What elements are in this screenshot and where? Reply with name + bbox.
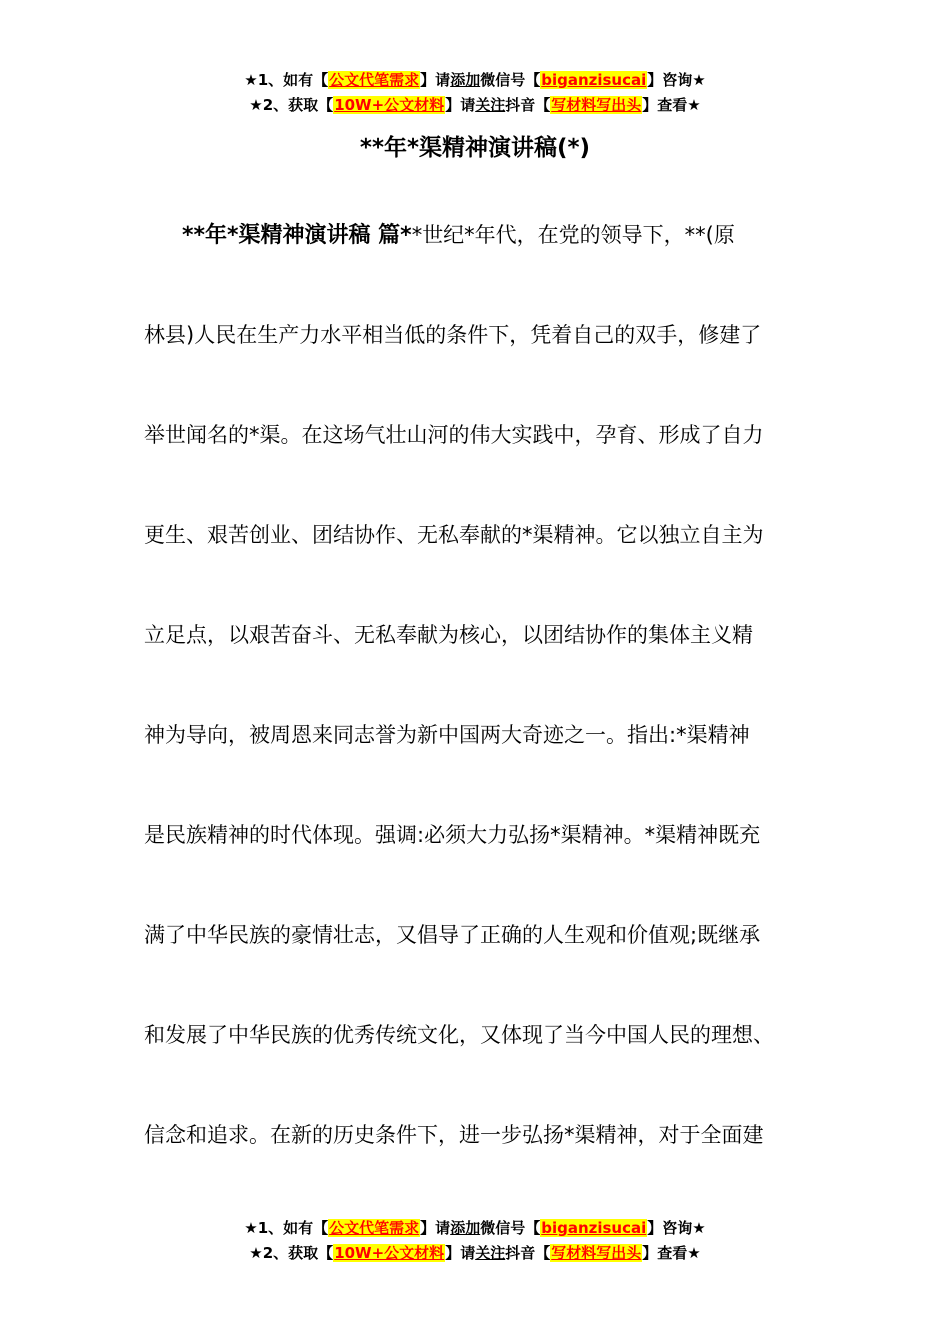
banner-highlight: biganzisucai (541, 1219, 647, 1237)
paragraph-line: **年*渠精神演讲稿 篇**世纪*年代，在党的领导下，**(原 (182, 223, 735, 248)
banner-highlight: 10W+公文材料 (334, 96, 445, 114)
paragraph-line: 神为导向，被周恩来同志誉为新中国两大奇迹之一。指出:*渠精神 (144, 723, 750, 747)
paragraph-line: 林县)人民在生产力水平相当低的条件下，凭着自己的双手，修建了 (144, 323, 762, 347)
banner-highlight: biganzisucai (541, 71, 647, 89)
banner-highlight: 公文代笔需求 (329, 1219, 420, 1237)
section-heading: **年*渠精神演讲稿 篇* (182, 223, 412, 248)
paragraph-line: 立足点，以艰苦奋斗、无私奉献为核心，以团结协作的集体主义精 (144, 623, 753, 647)
paragraph-line: 满了中华民族的豪情壮志，又倡导了正确的人生观和价值观;既继承 (144, 923, 761, 947)
document-title: **年*渠精神演讲稿(*) (359, 135, 591, 161)
paragraph-line: 和发展了中华民族的优秀传统文化，又体现了当今中国人民的理想、 (144, 1023, 774, 1047)
header-banner (0, 68, 950, 118)
banner-line-1: ★1、如有【公文代笔需求】请添加微信号【biganzisucai】咨询★ (244, 71, 706, 89)
footer-banner (0, 1216, 950, 1266)
banner-highlight: 10W+公文材料 (334, 1244, 445, 1262)
banner-highlight: 写材料写出头 (551, 96, 642, 114)
banner-highlight: 写材料写出头 (551, 1244, 642, 1262)
paragraph-line: 是民族精神的时代体现。强调:必须大力弘扬*渠精神。*渠精神既充 (144, 823, 761, 847)
paragraph-line: 更生、艰苦创业、团结协作、无私奉献的*渠精神。它以独立自主为 (144, 523, 764, 547)
banner-line-2: ★2、获取【10W+公文材料】请关注抖音【写材料写出头】查看★ (249, 96, 701, 114)
banner-line-2: ★2、获取【10W+公文材料】请关注抖音【写材料写出头】查看★ (249, 1244, 701, 1262)
banner-highlight: 公文代笔需求 (329, 71, 420, 89)
paragraph-line: 举世闻名的*渠。在这场气壮山河的伟大实践中，孕育、形成了自力 (144, 423, 764, 447)
banner-line-1: ★1、如有【公文代笔需求】请添加微信号【biganzisucai】咨询★ (244, 1219, 706, 1237)
paragraph-line: 信念和追求。在新的历史条件下，进一步弘扬*渠精神，对于全面建 (144, 1123, 764, 1147)
